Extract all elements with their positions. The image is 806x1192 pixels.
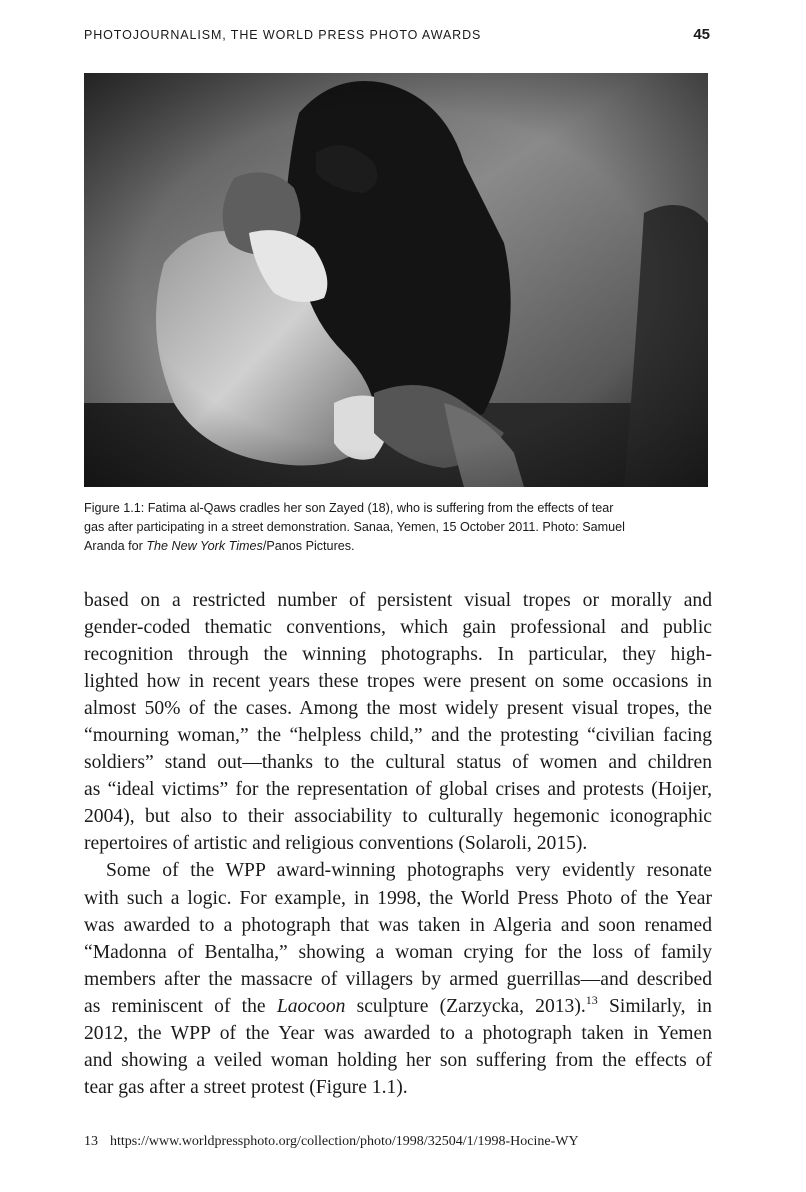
footnote xyxy=(84,1134,714,1150)
text-line: repertoires of artistic and religious conventions (Solaroli, 2015). xyxy=(84,833,588,855)
figure-caption xyxy=(84,499,714,556)
text-line: as “ideal victims” for the representation of global crises and protests (Hoijer, xyxy=(84,779,712,801)
text-segment: sculpture (Zarzycka, 2013). xyxy=(345,995,586,1017)
caption-text: Aranda for xyxy=(84,539,147,553)
caption-line xyxy=(84,537,714,556)
footnote-number: 13 xyxy=(84,1134,98,1149)
text-line: members after the massacre of villagers by armed guerrillas—and described xyxy=(84,968,712,990)
running-title: PHOTOJOURNALISM, THE WORLD PRESS PHOTO AWARDS xyxy=(84,28,482,42)
text-line: soldiers” stand out—thanks to the cultural status of women and children xyxy=(84,752,712,774)
caption-text: /Panos Pictures. xyxy=(262,539,355,553)
text-line: with such a logic. For example, in 1998, the World Press Photo of the Year xyxy=(84,887,712,909)
text-line: 2004), but also to their associability to culturally hegemonic iconographic xyxy=(84,806,712,828)
caption-publication-italic: The New York Times xyxy=(146,539,263,553)
body-text xyxy=(84,587,712,1101)
text-line: was awarded to a photograph that was taken in Algeria and soon renamed xyxy=(84,914,712,936)
figure-photograph xyxy=(84,73,708,487)
running-header xyxy=(84,26,710,46)
text-line: gender-coded thematic conventions, which gain professional and public xyxy=(84,617,712,639)
caption-line: gas after participating in a street demonstration. Sanaa, Yemen, 15 October 2011. Photo: Samuel xyxy=(84,520,625,534)
photo-illustration xyxy=(84,73,708,487)
page-number: 45 xyxy=(693,26,710,43)
paragraph-2 xyxy=(84,857,712,1100)
text-line: and showing a veiled woman holding her son suffering from the effects of xyxy=(84,1049,712,1071)
text-line: Some of the WPP award-winning photographs very evidently resonate xyxy=(106,860,712,882)
footnote-reference[interactable]: 13 xyxy=(585,992,598,1007)
footnote-url[interactable]: https://www.worldpressphoto.org/collection/photo/1998/32504/1/1998-Hocine-WY xyxy=(110,1134,579,1149)
text-segment: as reminiscent of the xyxy=(84,995,277,1017)
text-line: “mourning woman,” the “helpless child,” and the protesting “civilian facing xyxy=(84,725,712,747)
text-line xyxy=(84,993,712,1020)
text-line: based on a restricted number of persistent visual tropes or morally and xyxy=(84,590,712,611)
text-line: recognition through the winning photographs. In particular, they high- xyxy=(84,644,712,666)
text-line: “Madonna of Bentalha,” showing a woman crying for the loss of family xyxy=(84,941,712,963)
text-line: almost 50% of the cases. Among the most widely present visual tropes, the xyxy=(84,698,712,720)
artwork-title-italic: Laocoon xyxy=(276,995,346,1017)
text-segment: Similarly, in xyxy=(597,995,712,1017)
text-line: 2012, the WPP of the Year was awarded to a photograph taken in Yemen xyxy=(84,1022,712,1044)
paragraph-1 xyxy=(84,587,712,857)
caption-line: Figure 1.1: Fatima al-Qaws cradles her son Zayed (18), who is suffering from the effects of tear xyxy=(84,501,614,515)
text-line: tear gas after a street protest (Figure 1.1). xyxy=(84,1076,408,1098)
text-line: lighted how in recent years these tropes were present on some occasions in xyxy=(84,671,712,693)
